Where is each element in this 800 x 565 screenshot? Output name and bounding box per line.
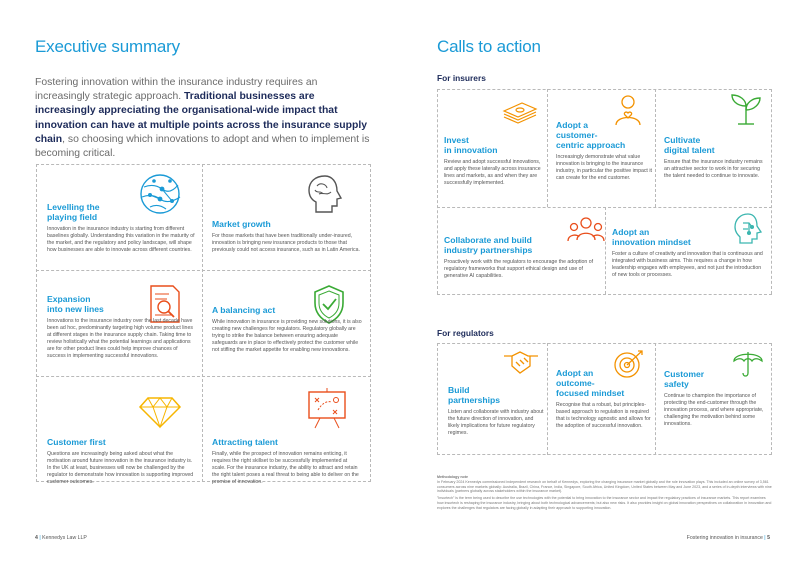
grid-divider — [437, 89, 438, 294]
card-title: Customer safety — [664, 369, 705, 389]
card-title: Customer first — [47, 437, 106, 447]
section-label-regulators: For regulators — [437, 328, 494, 338]
card-title: Attracting talent — [212, 437, 278, 447]
card-customer-first — [47, 437, 197, 486]
card-title: Levelling the playing field — [47, 202, 100, 222]
card-body: For those markets that have been traditionally under-insured, innovation is bringing new insurance products to those that previously could not access insurance, such as in Latin America. — [212, 233, 360, 253]
grid-divider — [547, 343, 548, 455]
card-body: Questions are increasingly being asked about what the motivation around future innovation in the insurance industry is. In the UK at least, businesses will now be challenged by the regulator to demonstrate how innovation is supporting improved customer outcomes. — [47, 451, 194, 485]
card-adopt-customer-centric — [556, 120, 653, 182]
card-title: Market growth — [212, 219, 271, 229]
card-body: Listen and collaborate with industry about the future direction of innovation, and likely implications for future regulatory regimes. — [448, 409, 544, 436]
card-customer-safety — [664, 369, 768, 428]
card-outcome-focused-mindset — [556, 368, 653, 430]
card-title: Cultivate digital talent — [664, 135, 715, 155]
plant-sprout-icon — [726, 92, 766, 126]
grid-divider — [202, 164, 203, 482]
section-label-insurers: For insurers — [437, 73, 486, 83]
strategy-board-icon — [306, 386, 348, 430]
methodology-note — [437, 475, 772, 511]
money-stack-icon — [502, 97, 538, 125]
card-collaborate-partnerships — [444, 235, 599, 280]
card-expansion-into-new-lines — [47, 294, 197, 359]
card-title: Collaborate and build industry partnerships — [444, 235, 533, 255]
footer-right: Fostering innovation in insurance | 5 — [686, 535, 770, 541]
card-invest-in-innovation — [444, 135, 544, 187]
card-body: Innovations to the insurance industry over the last decade have been ad hoc, predominantly targeting high volume product lines at different stages in the insurance supply chain. Taking time to review holistically what the potential learnings and applications are for other product lines could help improve chances of success in implementing successful innovations. — [47, 318, 193, 359]
brain-icon — [305, 172, 345, 218]
card-build-partnerships — [448, 385, 546, 437]
grid-divider — [437, 294, 772, 295]
footer-left: 4 | Kennedys Law LLP — [35, 535, 87, 541]
methodology-paragraph: "Insurtech" is the term being used to describe the use technologies with the potential to bring innovation to the insurance sector and impact the regulatory practices of insurance markets. This report examines how insurtech is reshaping the insurance industry, bringing about both technological advancements; but also new risks. It also provides insight on global innovation perspectives on collaboration in innovation and explores the challenges that regulators are facing globally in adapting their approach to supporting innovation. — [437, 496, 772, 510]
card-body: Increasingly demonstrate what value innovation is bringing to the insurance industry, in particular the positive impact it can create for the end customer. — [556, 154, 652, 181]
card-title: Adopt an outcome- focused mindset — [556, 368, 625, 398]
card-title: A balancing act — [212, 305, 276, 315]
grid-divider — [36, 376, 371, 377]
card-levelling-the-playing-field — [47, 202, 197, 254]
card-body: Proactively work with the regulators to encourage the adoption of regulatory frameworks that support ethical design and use of generative AI capabilities. — [444, 259, 594, 279]
methodology-title: Methodology note — [437, 475, 468, 479]
intro-paragraph: Fostering innovation within the insurance industry requires an increasingly strategic approach. Traditional businesses are increasingly appreciating the organisational-wide impact that innovation can have at multiple points across the insurance supply chain, so choosing which innovations to adopt and when to implement is becoming critical. — [35, 77, 370, 160]
grid-divider — [771, 89, 772, 294]
page-title-right: Calls to action — [437, 37, 541, 56]
grid-divider — [655, 89, 656, 207]
card-cultivate-digital-talent — [664, 135, 768, 180]
card-body: Recognise that a robust, but principles-based approach to regulation is required that is technology agnostic and allows for the adoption of successful innovation. — [556, 402, 651, 429]
grid-divider — [655, 343, 656, 455]
card-title: Build partnerships — [448, 385, 501, 405]
grid-divider — [36, 270, 371, 271]
card-title: Adopt a customer- centric approach — [556, 120, 626, 150]
card-body: While innovation in insurance is providing new solutions, it is also creating new challenges for regulators. Regulatory globally are trying to strike the balance between ensuring adequate safeguards are in place to effectively protect the customer while not stifling the market appetite for enabling new innovations. — [212, 319, 362, 353]
grid-divider — [437, 89, 772, 90]
card-attracting-talent — [212, 437, 362, 486]
card-title: Adopt an innovation mindset — [612, 227, 691, 247]
card-body: Continue to champion the importance of protecting the end-customer through the innovation process, and where appropriate, challenging the motivation behind some innovations. — [664, 393, 764, 427]
grid-divider — [547, 89, 548, 207]
page-title-left: Executive summary — [35, 37, 180, 56]
diamond-icon — [138, 395, 182, 429]
card-body: Review and adopt successful innovations, and apply these laterally across insurance lines and markets, as and when they are successfully implemented. — [444, 159, 541, 186]
handshake-icon — [502, 348, 540, 376]
methodology-paragraph: In February 2024 Kennedys commissioned independent research on behalf of Kennedys, exploring the changing insurance market globally and the role innovation plays. This included an online survey of 3,561 consumers across nine markets globally: Australia, Brazil, China, France, India, Singapore, South Africa, United Kingdom, United States between May and June 2023, and a series of in-depth interviews with nine individuals (partners globally across stakeholders within the insurance market). — [437, 479, 772, 494]
card-adopt-innovation-mindset — [612, 227, 764, 279]
card-body: Ensure that the insurance industry remains an attractive sector to work in for securing the talent needed to continue to innovate. — [664, 159, 763, 179]
card-body: Foster a culture of creativity and innovation that is continuous and integrated with business aims. This requires a change in how leadership engages with employees, and not just the introduction of new tools or processes. — [612, 251, 763, 278]
card-body: Innovation in the insurance industry is starting from different baselines globally. Understanding this variation in the maturity of the market, and the regulatory and policy landscape, will shape how businesses are able to innovate across different countries. — [47, 226, 195, 253]
card-body: Finally, while the prospect of innovation remains enticing, it requires the right skillset to be successfully implemented at scale. For the insurance industry, the ability to attract and retain the right talent poses a real threat to being able to deliver on the promise of innovation. — [212, 451, 359, 485]
card-a-balancing-act — [212, 305, 362, 354]
card-title: Expansion into new lines — [47, 294, 104, 314]
card-market-growth — [212, 219, 362, 254]
card-title: Invest in innovation — [444, 135, 498, 155]
